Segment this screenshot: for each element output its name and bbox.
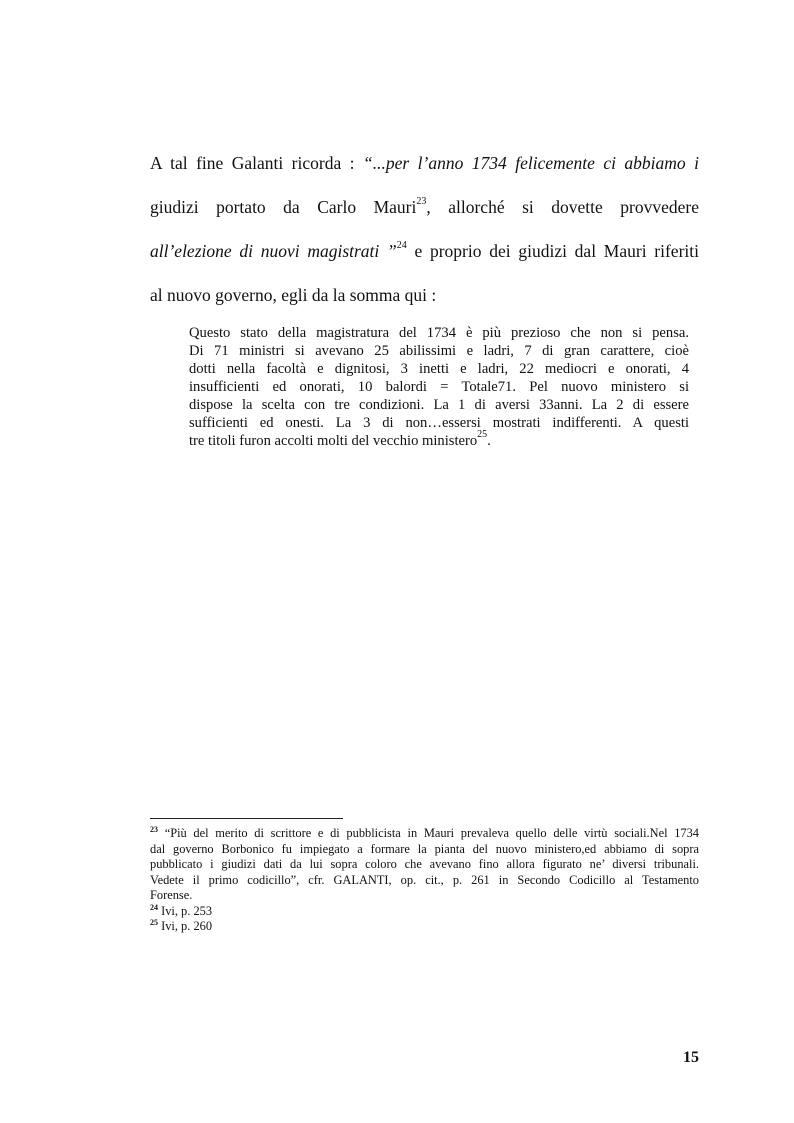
footnote-23-line: dal governo Borbonico fu impiegato a formare la pianta del nuovo ministero,ed abbiamo di sopra <box>150 841 699 856</box>
footnote-23-line: Forense. <box>150 888 193 902</box>
quote-line: sufficienti ed onesti. La 3 di non…essersi mostrati indifferenti. A questi <box>189 415 689 431</box>
quote-line: dispose la scelta con tre condizioni. La 1 di aversi 33anni. La 2 di essere <box>189 397 689 413</box>
body-line-3 <box>150 240 699 263</box>
quote-line: Questo stato della magistratura del 1734 è più prezioso che non si pensa. <box>189 325 689 341</box>
quote-line-last <box>189 429 689 450</box>
block-quote <box>189 324 689 450</box>
footnote-ref-24[interactable]: 24 <box>396 240 407 252</box>
body-line-1 <box>150 152 699 175</box>
body-line-2 <box>150 196 699 219</box>
body-quote-italic: “...per l’anno 1734 felicemente ci abbiamo i <box>363 153 699 173</box>
footnote-23-line: pubblicato i giudizi dati da lui sopra coloro che avevano fino allora figurato ne’ diversi tribunali. <box>150 857 699 871</box>
footnotes <box>150 826 699 935</box>
footnote-text: Ivi, p. 260 <box>158 919 213 933</box>
footnote-25-line <box>150 919 699 935</box>
body-paragraph <box>150 0 699 330</box>
footnote-separator <box>150 818 343 819</box>
body-text: , allorché si dovette provvedere <box>426 197 699 217</box>
quote-line: insufficienti ed onorati, 10 balordi = Totale71. Pel nuovo ministero si <box>189 379 689 395</box>
footnote-23-line <box>150 826 699 842</box>
footnote-text: “Più del merito di scrittore e di pubblicista in Mauri prevaleva quello delle virtù sociali.Nel 1734 <box>158 826 699 840</box>
footnote-24-line <box>150 904 699 920</box>
page-number: 15 <box>683 1049 699 1066</box>
quote-line: dotti nella facoltà e dignitosi, 3 inetti e ladri, 22 mediocri e onorati, 4 <box>189 361 689 377</box>
body-text: e proprio dei giudizi dal Mauri riferiti <box>406 241 699 261</box>
quote-line: Di 71 ministri si avevano 25 abilissimi e ladri, 7 di gran carattere, cioè <box>189 343 689 359</box>
body-quote-italic: all’elezione di nuovi magistrati ” <box>150 241 397 261</box>
footnote-23-line: Vedete il primo codicillo”, cfr. GALANTI, op. cit., p. 261 in Secondo Codicillo al Testamento <box>150 872 699 887</box>
footnote-ref-23[interactable]: 23 <box>416 196 427 208</box>
footnote-text: Ivi, p. 253 <box>158 903 213 918</box>
body-line-4 <box>150 284 699 307</box>
footnote-number-23: 23 <box>150 824 158 834</box>
quote-end: . <box>487 433 491 449</box>
quote-text: tre titoli furon accolti molti del vecchio ministero <box>189 433 478 449</box>
footnote-ref-25[interactable]: 25 <box>477 429 488 441</box>
footnote-number-24: 24 <box>150 902 158 912</box>
body-text: A tal fine Galanti ricorda : <box>150 153 363 173</box>
footnote-number-25: 25 <box>150 917 158 927</box>
body-text: giudizi portato da Carlo Mauri <box>150 197 417 217</box>
body-text: al nuovo governo, egli da la somma qui : <box>150 285 437 305</box>
